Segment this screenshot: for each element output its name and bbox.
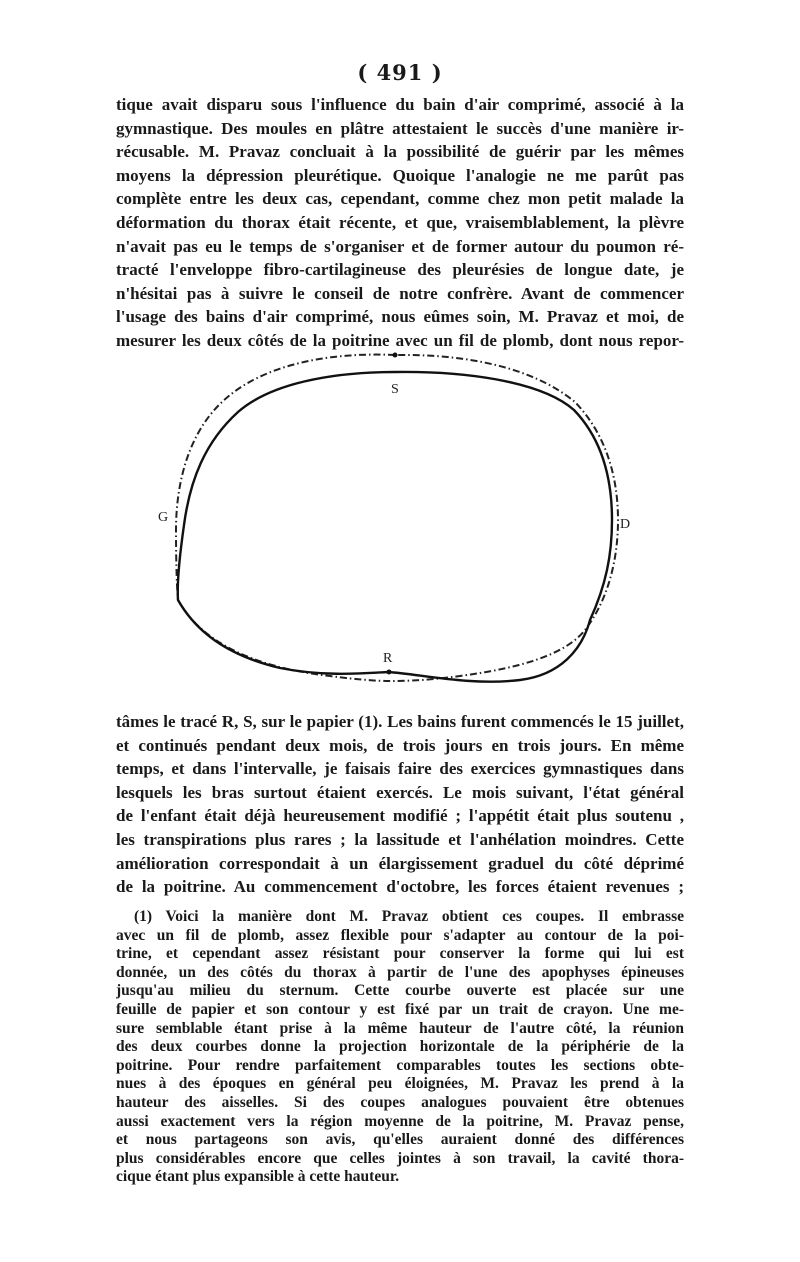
footnote-line: avec un fil de plomb, assez flexible pour s'adapter au contour de la poi- [116,926,684,944]
text-line: n'hésitai pas à suivre le conseil de notre confrère. Avant de commencer [116,283,684,303]
dashed-thorax-contour [176,355,618,681]
footnote-line: et nous partageons son avis, qu'elles auraient donné des différences [116,1131,684,1149]
text-line: de la poitrine. Au commencement d'octobre, les forces étaient revenues ; [116,877,684,897]
text-line: gymnastique. Des moules en plâtre attestaient le succès d'une manière ir- [116,118,684,138]
label-r: R [383,651,393,666]
footnote-line: jusqu'au milieu du sternum. Cette courbe ouverte est placée sur une [116,982,684,1000]
text-line: lesquels les bras surtout étaient exercés. Le mois suivant, l'état général [116,782,684,802]
text-line: déformation du thorax était récente, et que, vraisemblablement, la plèvre [116,212,684,232]
page-number: ( 491 ) [357,60,443,85]
footnote-line: plus considérables encore que celles jointes à son travail, la cavité thora- [116,1149,684,1167]
text-line: tracté l'enveloppe fibro-cartilagineuse des pleurésies de longue date, je [116,260,684,280]
text-line: temps, et dans l'intervalle, je faisais faire des exercices gymnastiques dans [116,759,684,779]
footnote-line: trine, et cependant assez résistant pour conserver la forme qui lui est [116,945,684,963]
paragraph-2 [116,710,684,899]
text-line: mesurer les deux côtés de la poitrine avec un fil de plomb, dont nous repor- [116,330,684,350]
footnote-line: nues à des époques en général peu éloignées, M. Pravaz les prend à la [116,1075,684,1093]
text-line: amélioration correspondait à un élargissement graduel du côté déprimé [116,853,684,873]
footnote-line: aussi exactement vers la région moyenne de la poitrine, M. Pravaz pense, [116,1112,684,1130]
label-s: S [391,382,399,397]
point-s-marker [393,353,398,358]
footnote-line: feuille de papier et son contour y est fixé par un trait de crayon. Une me- [116,1000,684,1018]
text-line: de l'enfant était déjà heureusement modifié ; l'appétit était plus soutenu , [116,806,684,826]
point-r-marker [387,670,392,675]
footnote-line: hauteur des aisselles. Si des coupes analogues pouvaient être obtenues [116,1093,684,1111]
text-line: n'avait pas eu le temps de s'organiser et de former autour du poumon ré- [116,236,684,256]
footnote [116,908,684,1187]
footnote-line: poitrine. Pour rendre parfaitement comparables toutes les sections obte- [116,1056,684,1074]
label-d: D [620,517,630,532]
footnote-line: (1) Voici la manière dont M. Pravaz obtient ces coupes. Il embrasse [134,908,684,925]
thorax-section-figure [150,345,630,695]
text-line: tique avait disparu sous l'influence du bain d'air comprimé, associé à la [116,95,684,114]
text-line: complète entre les deux cas, cependant, comme chez mon petit malade la [116,189,684,209]
label-g: G [158,510,169,525]
paragraph-1 [116,93,684,353]
footnote-line: donnée, un des côtés du thorax à partir de l'une des apophyses épineuses [116,963,684,981]
text-line: moyens la dépression pleurétique. Quoique l'analogie ne me parût pas [116,165,684,185]
text-line: récusable. M. Pravaz concluait à la possibilité de guérir par les mêmes [116,142,684,162]
text-line: tâmes le tracé R, S, sur le papier (1). Les bains furent commencés le 15 juillet, [116,712,684,731]
footnote-line: cique étant plus expansible à cette hauteur. [116,1168,400,1186]
text-line: et continués pendant deux mois, de trois jours en trois jours. En même [116,735,684,755]
footnote-line: sure semblable étant prise à la même hauteur de l'autre côté, la réunion [116,1019,684,1037]
footnote-line: des deux courbes donne la projection horizontale de la périphérie de la [116,1038,684,1056]
text-line: les transpirations plus rares ; la lassitude et l'anhélation moindres. Cette [116,829,684,849]
solid-thorax-contour [178,372,612,682]
text-line: l'usage des bains d'air comprimé, nous eûmes soin, M. Pravaz et moi, de [116,307,684,327]
